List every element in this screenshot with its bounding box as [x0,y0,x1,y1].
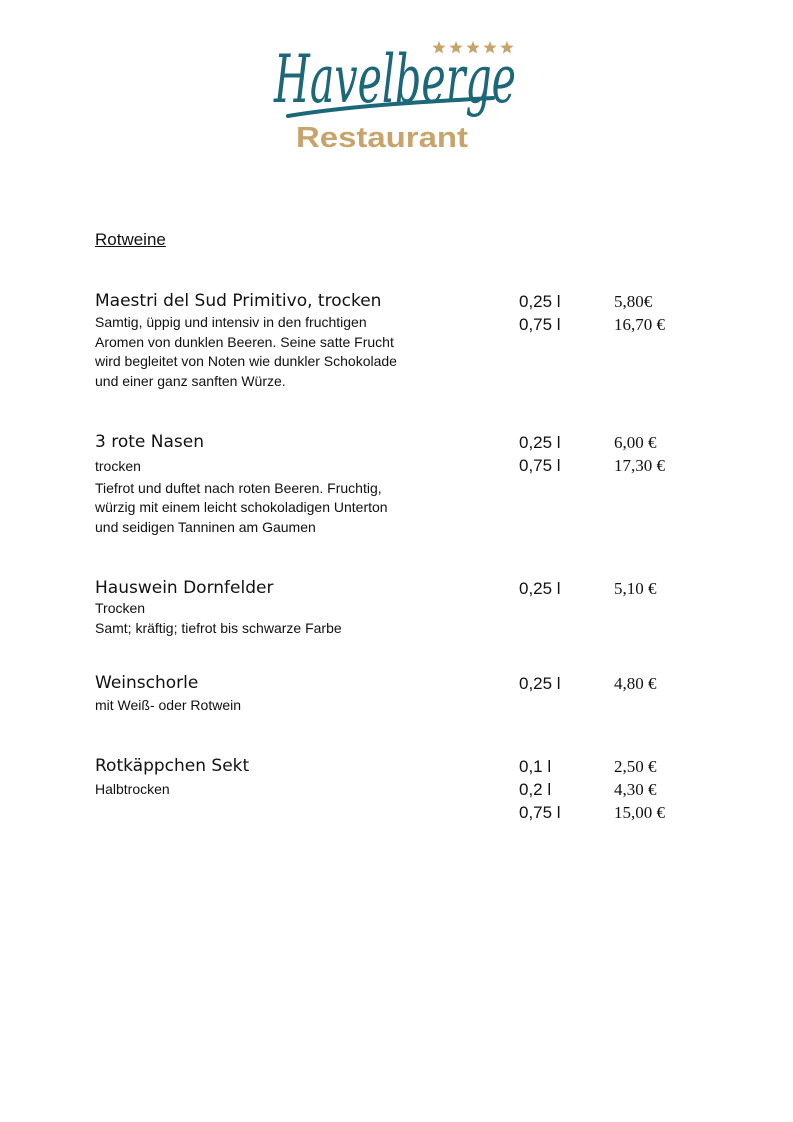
price: 4,30 € [614,780,657,799]
item-description [95,599,435,638]
item-name: Hauswein Dornfelder [95,578,274,598]
price-column [614,672,657,695]
price: 5,10 € [614,579,657,598]
size: 0,25 l [519,433,561,452]
description-line: Samt; kräftig; tiefrot bis schwarze Farbe [95,619,342,636]
description-line: Tiefrot und duftet nach roten Beeren. Fruchtig, [95,479,382,496]
price: 17,30 € [614,456,665,475]
size: 0,75 l [519,456,561,475]
item-name: Maestri del Sud Primitivo, trocken [95,291,382,311]
item-name: Weinschorle [95,673,199,693]
price-column [614,290,665,336]
menu-item [95,577,715,638]
description-line: und einer ganz sanften Würze. [95,372,286,389]
size: 0,1 l [519,757,552,776]
logo-script-text: Havelberge [273,41,516,118]
item-description [95,696,435,716]
item-name: Rotkäppchen Sekt [95,756,250,776]
size-column [519,672,561,695]
menu-item [95,431,715,537]
price: 2,50 € [614,757,657,776]
menu-item [95,755,715,822]
menu-item [95,672,715,716]
size: 0,75 l [519,803,561,822]
size: 0,25 l [519,292,561,311]
section-title: Rotweine [95,230,166,249]
item-description [95,313,435,391]
description-line: Aromen von dunklen Beeren. Seine satte Frucht [95,333,394,350]
size-column [519,431,561,477]
menu-item [95,290,715,391]
price: 16,70 € [614,315,665,334]
size-column [519,290,561,336]
size-column [519,755,561,824]
size-column [519,577,561,600]
description-line: Trocken [95,600,146,616]
description-line: würzig mit einem leicht schokoladigen Unterton [95,499,388,515]
item-description [95,780,435,800]
price-column [614,755,665,824]
size: 0,25 l [519,579,561,598]
description-line: trocken [95,458,141,474]
price: 15,00 € [614,803,665,822]
description-line: Samtig, üppig und intensiv in den fruchtigen [95,314,367,330]
size: 0,2 l [519,780,552,799]
item-description [95,457,435,537]
price: 5,80€ [614,292,653,311]
description-line: mit Weiß- oder Rotwein [95,697,242,713]
price: 4,80 € [614,674,657,693]
size: 0,75 l [519,315,561,334]
size: 0,25 l [519,674,561,693]
description-line: Halbtrocken [95,781,170,797]
description-line: wird begleitet von Noten wie dunkler Schokolade [95,353,397,369]
item-name: 3 rote Nasen [95,432,204,452]
price-column [614,577,657,600]
price-column [614,431,665,477]
description-line: und seidigen Tanninen am Gaumen [95,518,316,535]
price: 6,00 € [614,433,657,452]
restaurant-logo [268,10,528,160]
logo-subtitle-text: Restaurant [296,122,469,154]
